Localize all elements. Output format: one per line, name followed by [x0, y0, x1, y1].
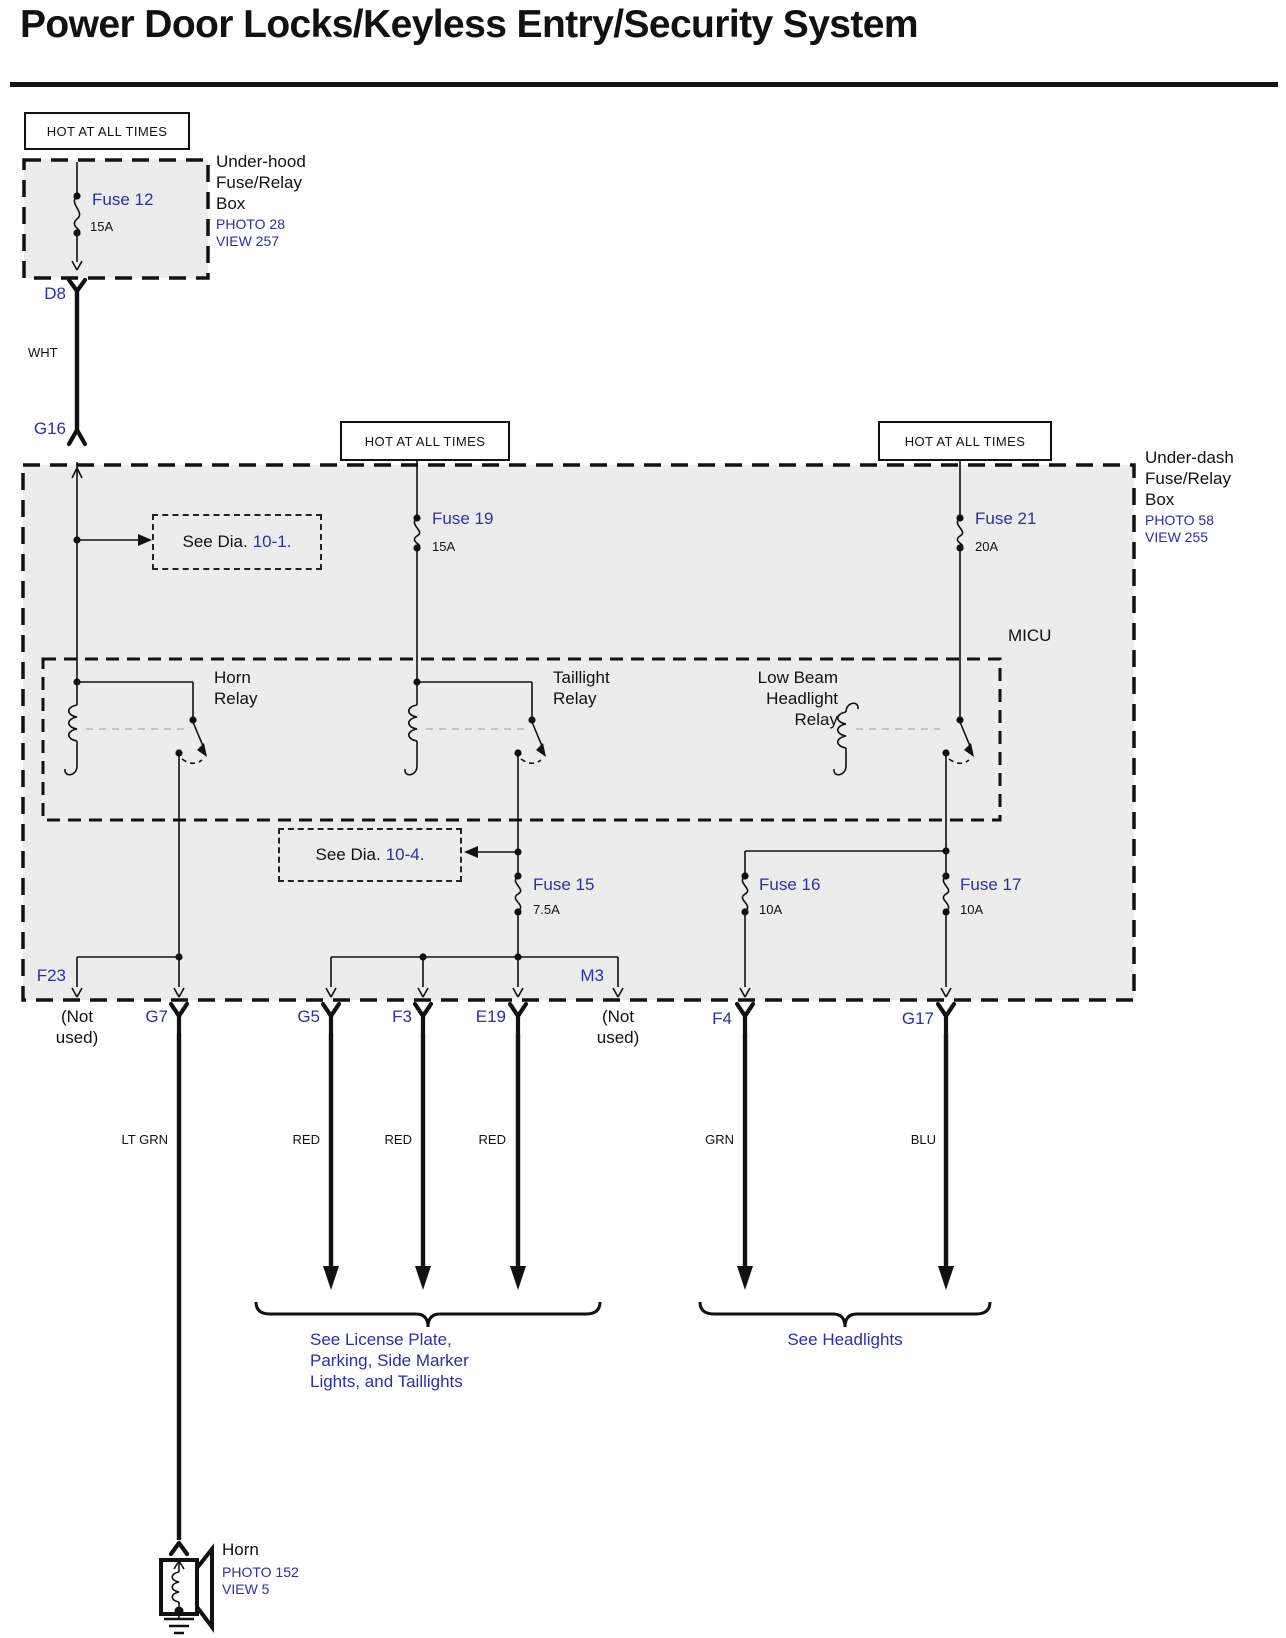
fuse16-rating: 10A [759, 902, 783, 917]
underhood-box-outline [24, 160, 208, 278]
fuse19-rating: 15A [432, 539, 456, 554]
wire-color-g5: RED [292, 1132, 320, 1147]
see-dia-10-4-text: See Dia. [315, 845, 381, 864]
fuse21-label: Fuse 21 [975, 509, 1037, 528]
hot-banner-fuse19: HOT AT ALL TIMES [340, 421, 510, 461]
ground-symbol [164, 1619, 194, 1633]
connector-label-g17: G17 [901, 1009, 934, 1028]
underdash-photo-link[interactable]: PHOTO 58 [1145, 512, 1214, 528]
fuse15-rating: 7.5A [533, 902, 560, 917]
underhood-view-link[interactable]: VIEW 257 [216, 233, 280, 249]
horn-symbol [161, 1549, 212, 1633]
underdash-caption-line1: Under-dash [1145, 448, 1234, 467]
headlights-note[interactable]: See Headlights [787, 1330, 903, 1349]
see-dia-10-1-box[interactable] [152, 514, 322, 570]
fuse21-rating: 20A [975, 539, 999, 554]
low-beam-relay-label: Low Beam Headlight Relay [757, 668, 838, 729]
connector-label-g5: G5 [297, 1007, 320, 1026]
fuse19-label: Fuse 19 [432, 509, 494, 528]
see-dia-10-1-text: See Dia. [182, 532, 248, 551]
fuse17-label: Fuse 17 [960, 875, 1022, 894]
page-title: Power Door Locks/Keyless Entry/Security System [20, 3, 918, 46]
connector-label-g16: G16 [33, 419, 66, 438]
underdash-view-link[interactable]: VIEW 255 [1145, 529, 1209, 545]
horn-photo-link[interactable]: PHOTO 152 [222, 1564, 299, 1580]
horn-label: Horn [222, 1540, 259, 1559]
fuse16-label: Fuse 16 [759, 875, 821, 894]
underdash-caption-line3: Box [1145, 490, 1175, 509]
wire-color-g7: LT GRN [121, 1132, 168, 1147]
connector-label-m3: M3 [580, 966, 604, 985]
wire-arrowheads [323, 1266, 954, 1290]
wire-color-e19: RED [478, 1132, 506, 1147]
hot-banner-underhood: HOT AT ALL TIMES [24, 112, 190, 150]
not-used-note-m3: (Not used) [596, 1007, 640, 1047]
fuse12-rating: 15A [90, 219, 114, 234]
license-lights-brace [256, 1302, 600, 1327]
connector-label-f4: F4 [712, 1009, 732, 1028]
wire-color-wht: WHT [28, 345, 58, 360]
see-dia-10-4-ref[interactable]: 10-4. [385, 845, 425, 864]
horn-connector-symbol [171, 1543, 187, 1554]
fuse17-rating: 10A [960, 902, 984, 917]
hot-banner-fuse21: HOT AT ALL TIMES [878, 421, 1052, 461]
fuse12-label: Fuse 12 [92, 190, 154, 209]
micu-label: MICU [1008, 626, 1052, 645]
connector-label-d8: D8 [44, 284, 66, 303]
underhood-photo-link[interactable]: PHOTO 28 [216, 216, 285, 232]
horn-view-link[interactable]: VIEW 5 [222, 1581, 270, 1597]
wire-color-f4: GRN [705, 1132, 734, 1147]
see-dia-10-4-box[interactable] [278, 828, 462, 882]
see-dia-10-1-ref[interactable]: 10-1. [252, 532, 292, 551]
connector-label-f23: F23 [36, 966, 66, 985]
fuse15-label: Fuse 15 [533, 875, 595, 894]
connector-label-f3: F3 [392, 1007, 412, 1026]
connector-label-e19: E19 [475, 1007, 506, 1026]
underdash-caption-line2: Fuse/Relay [1145, 469, 1231, 488]
wire-color-g17: BLU [910, 1132, 936, 1147]
output-wires [179, 1034, 946, 1540]
horn-relay-label: Horn Relay [214, 668, 258, 708]
not-used-note-f23: (Not used) [55, 1007, 99, 1047]
license-lights-note[interactable]: See License Plate, Parking, Side Marker Lights, and Taillights [310, 1330, 469, 1391]
wire-color-f3: RED [384, 1132, 412, 1147]
underhood-caption-line3: Box [216, 194, 246, 213]
title-rule [10, 82, 1278, 87]
underhood-caption-line1: Under-hood [216, 152, 306, 171]
headlights-brace [700, 1302, 990, 1327]
underhood-caption-line2: Fuse/Relay [216, 173, 302, 192]
connector-label-g7: G7 [145, 1007, 168, 1026]
taillight-relay-label: Taillight Relay [553, 668, 610, 708]
g16-connector-symbol [69, 430, 85, 444]
